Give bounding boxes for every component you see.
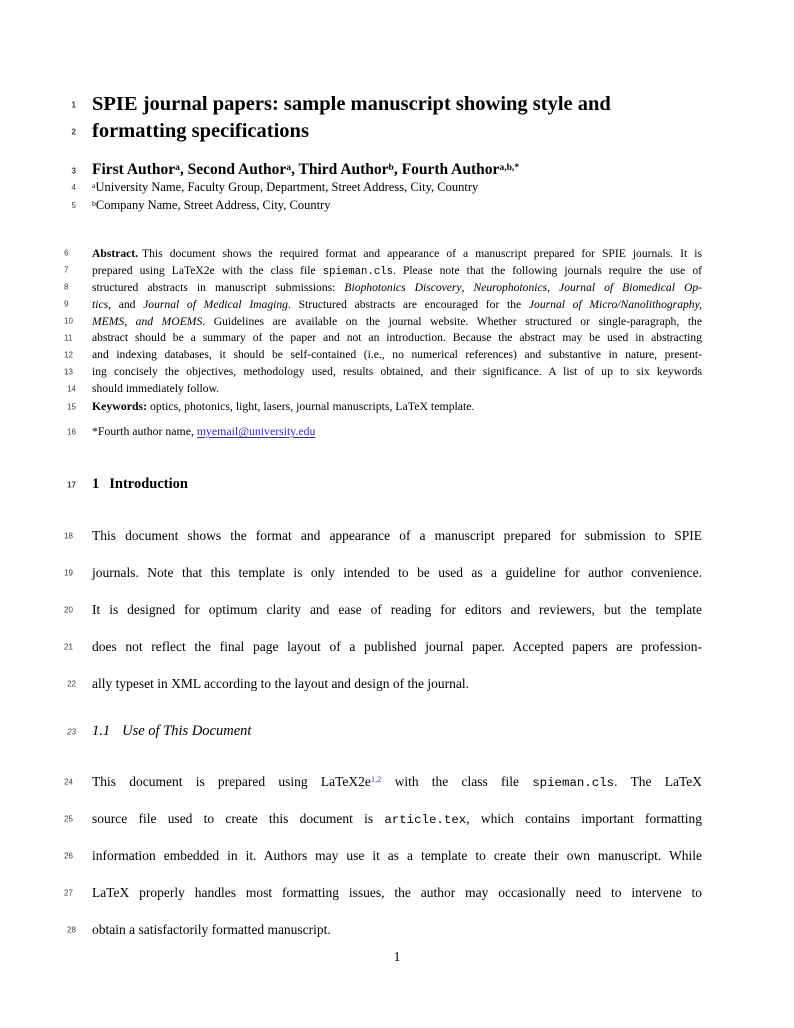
author-list <box>71 161 702 180</box>
body-line-20 <box>64 591 702 628</box>
title-line-2 <box>71 118 702 145</box>
class-file-name: spieman.cls <box>322 265 394 278</box>
abstract-line-14 <box>67 381 702 398</box>
page-number-text: 1 <box>393 949 401 964</box>
contact-text: *Fourth author name, <box>92 424 197 438</box>
section-1-heading <box>67 476 702 493</box>
title-text-1: SPIE journal papers: sample manuscript showing style and <box>92 93 611 115</box>
affil-a-text: University Name, Faculty Group, Department, Street Address, City, Country <box>95 180 479 194</box>
body-line-27 <box>64 874 702 911</box>
body-text: does not reflect the final page layout of a published journal paper. Accepted papers are profession- <box>92 639 702 654</box>
author-3-affil-mark: b <box>388 161 394 173</box>
body-text: , which contains important formatting <box>466 811 702 826</box>
line-number: 11 <box>64 333 73 343</box>
journal-name: Journal of Biomedical Op- <box>559 280 702 294</box>
line-number: 24 <box>64 777 73 786</box>
abstract-text: abstract should be a summary of the paper and not an introduction. Because the abstract may be used in abstracting <box>92 331 702 345</box>
affil-b-text: Company Name, Street Address, City, Country <box>95 198 331 213</box>
affiliation-line-b <box>71 197 702 215</box>
body-text: journals. Note that this template is only intended to be used as a guideline for author convenience. <box>92 565 702 580</box>
abstract-line-9 <box>64 297 702 314</box>
line-number: 12 <box>64 350 73 360</box>
affiliations <box>71 179 702 215</box>
abstract-line-8 <box>64 280 702 297</box>
line-number: 8 <box>64 282 69 292</box>
affil-b-mark: b <box>92 198 96 208</box>
body-line-25 <box>64 800 702 837</box>
abstract-line-7 <box>64 263 702 280</box>
line-number: 27 <box>64 888 73 897</box>
body-text: obtain a satisfactorily formatted manuscript. <box>92 922 331 937</box>
abstract-text: , and <box>108 297 144 311</box>
subsection-heading-line <box>67 723 702 740</box>
author-1: First Author <box>92 161 176 178</box>
body-text: information embedded in it. Authors may use it as a template to create their own manuscript. While <box>92 848 702 863</box>
body-line-21 <box>64 628 702 665</box>
section-number: 1 <box>92 476 100 492</box>
line-number: 20 <box>64 605 73 614</box>
line-number: 15 <box>67 402 76 411</box>
paper-title <box>71 91 702 145</box>
abstract-text: ing concisely the objectives, methodology used, results obtained, and their significance. A list of up to six keywords <box>92 365 702 379</box>
line-number: 9 <box>64 299 69 309</box>
abstract-text: . Please note that the following journals require the use of <box>393 263 702 277</box>
abstract-text: . Structured abstracts are encouraged for the <box>287 297 529 311</box>
author-1-affil-mark: a <box>175 161 180 173</box>
line-number: 19 <box>64 568 73 577</box>
line-number: 4 <box>71 182 76 192</box>
body-line-24 <box>64 763 702 800</box>
affil-a-mark: a <box>92 180 96 190</box>
title-line-1 <box>71 91 702 118</box>
journal-name: Journal of Micro/Nanolithography, <box>528 297 702 311</box>
body-line-19 <box>64 554 702 591</box>
abstract-text: should immediately follow. <box>92 382 220 396</box>
journal-name: Biophotonics Discovery <box>344 280 462 294</box>
author-3: , Third Author <box>291 161 389 178</box>
line-number: 5 <box>71 201 76 211</box>
line-number: 28 <box>67 925 76 934</box>
citation-link[interactable]: 1,2 <box>370 775 382 785</box>
abstract <box>64 246 702 398</box>
subsection-number: 1.1 <box>92 723 111 739</box>
abstract-label: Abstract. <box>92 247 139 260</box>
line-number: 3 <box>71 166 76 175</box>
keywords-text: optics, photonics, light, lasers, journal manuscripts, LaTeX template. <box>147 399 475 413</box>
body-line-22 <box>67 665 702 702</box>
body-text: source file used to create this document is <box>92 811 385 826</box>
abstract-line-11 <box>64 330 702 347</box>
title-text-2: formatting specifications <box>92 120 309 142</box>
journal-name: Journal of Medical Imaging <box>143 297 288 311</box>
line-number: 22 <box>67 679 76 688</box>
body-text: . The LaTeX <box>614 774 702 789</box>
class-file-name: spieman.cls <box>532 776 615 790</box>
body-text: It is designed for optimum clarity and ease of reading for editors and reviewers, but the template <box>92 602 702 617</box>
affiliation-line-a <box>71 179 702 197</box>
body-line-26 <box>64 837 702 874</box>
line-number: 13 <box>64 367 73 377</box>
abstract-text: prepared using LaTeX2e with the class file <box>92 263 323 277</box>
section-1-1-heading <box>67 723 702 740</box>
line-number: 1 <box>71 100 76 109</box>
section-heading-line <box>67 476 702 493</box>
usage-paragraph <box>64 763 702 948</box>
contact-line <box>67 423 702 440</box>
abstract-line-12 <box>64 347 702 364</box>
author-contact <box>67 423 702 440</box>
author-line <box>71 161 702 180</box>
section-title: Introduction <box>109 476 188 492</box>
subsection-title: Use of This Document <box>122 723 252 739</box>
line-number: 2 <box>71 127 76 136</box>
author-4: , Fourth Author <box>393 161 500 178</box>
author-4-affil-mark: a,b,* <box>499 161 520 173</box>
line-number: 10 <box>64 316 73 326</box>
keywords <box>67 398 702 415</box>
line-number: 23 <box>67 727 76 736</box>
abstract-text: This document shows the required format and appearance of a manuscript prepared for SPIE journals. It is <box>142 247 702 260</box>
line-number: 7 <box>64 265 69 275</box>
author-2: , Second Author <box>179 161 287 178</box>
line-number: 26 <box>64 851 73 860</box>
body-text: This document shows the format and appearance of a manuscript prepared for submission to SPIE <box>92 528 702 543</box>
abstract-line-10 <box>64 314 702 331</box>
line-number: 18 <box>64 531 73 540</box>
email-link[interactable]: myemail@university.edu <box>196 424 316 438</box>
author-2-affil-mark: a <box>286 161 292 173</box>
abstract-text: and indexing databases, it should be self-contained (i.e., no numerical references) and substantive in nature, present- <box>92 348 702 362</box>
keywords-label: Keywords: <box>92 399 148 413</box>
body-text: ally typeset in XML according to the layout and design of the journal. <box>92 676 470 691</box>
page-number <box>92 949 702 965</box>
body-line-18 <box>64 517 702 554</box>
abstract-text: , <box>461 280 474 294</box>
abstract-line-13 <box>64 364 702 381</box>
abstract-line-6 <box>64 246 702 263</box>
introduction-paragraph <box>64 517 702 702</box>
line-number: 6 <box>64 248 69 258</box>
line-number: 25 <box>64 814 73 823</box>
journal-name: MEMS, and MOEMS <box>92 314 203 328</box>
abstract-text: structured abstracts in manuscript submissions: <box>92 280 345 294</box>
line-number: 16 <box>67 427 76 436</box>
abstract-text: , <box>547 280 560 294</box>
source-file-name: article.tex <box>384 813 467 827</box>
abstract-text: . Guidelines are available on the journal website. Whether structured or single-paragraph, the <box>202 314 702 328</box>
keywords-line <box>67 398 702 415</box>
body-text: LaTeX properly handles most formatting issues, the author may occasionally need to intervene to <box>92 885 702 900</box>
body-line-28 <box>67 911 702 948</box>
journal-name: Neurophotonics <box>473 280 548 294</box>
body-text: This document is prepared using LaTeX2e <box>92 774 371 789</box>
journal-name: tics <box>92 297 109 311</box>
line-number: 21 <box>64 642 73 651</box>
line-number: 17 <box>67 480 76 489</box>
line-number: 14 <box>67 384 76 394</box>
body-text: with the class file <box>381 774 533 789</box>
